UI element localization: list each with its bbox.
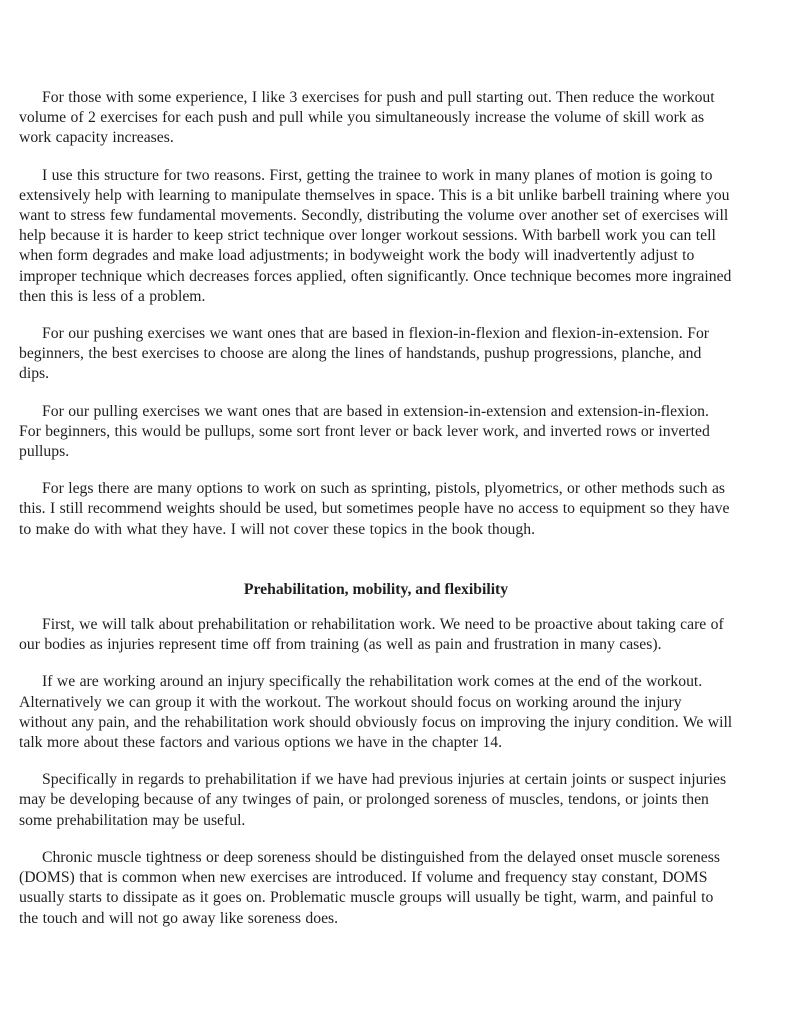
paragraph-injury-workout: If we are working around an injury specifically the rehabilitation work comes at the end of the workout. Alternatively we can group it with the workout. The workout should focus on working around the injury without any pain, and the rehabilitation work should obviously focus on improving the injury condition. We will talk more about these factors and various options we have in the chapter 14. (19, 673, 733, 752)
paragraph-pulling-exercises: For our pulling exercises we want ones that are based in extension-in-extension and extension-in-flexion. For beginners, this would be pullups, some sort front lever or back lever work, and inverted rows or inverted pullups. (19, 402, 710, 461)
paragraph-legs-options: For legs there are many options to work on such as sprinting, pistols, plyometrics, or other methods such as this. I still recommend weights should be used, but sometimes people have no access to equipment so they have to make do with what they have. I will not cover these topics in the book though. (19, 480, 730, 538)
paragraph-structure-reasons: I use this structure for two reasons. First, getting the trainee to work in many planes of motion is going to extensively help with learning to manipulate themselves in space. This is a bit unlike barbell training where you want to stress few fundamental movements. Secondly, distributing the volume over another set of exercises will help because it is harder to keep strict technique over longer workout sessions. With barbell work you can tell when form degrades and make load adjustments; in bodyweight work the body will inadvertently adjust to improper technique which decreases forces applied, often significantly. Once technique becomes more ingrained then this is less of a problem. (19, 166, 732, 305)
paragraph-experience-exercises: For those with some experience, I like 3 exercises for push and pull starting out. Then reduce the workout volume of 2 exercises for each push and pull while you simultaneously increase the volume of skill work as work capacity increases. (19, 89, 715, 147)
paragraph-chronic-tightness-doms: Chronic muscle tightness or deep soreness should be distinguished from the delayed onset muscle soreness (DOMS) that is common when new exercises are introduced. If volume and frequency stay constant, DOMS usually starts to dissipate as it goes on. Problematic muscle groups will usually be tight, warm, and painful to the touch and will not go away like soreness does. (19, 848, 720, 927)
paragraph-prehab-intro: First, we will talk about prehabilitation or rehabilitation work. We need to be proactive about taking care of our bodies as injuries represent time off from training (as well as pain and frustration in many cases). (19, 616, 724, 654)
section-heading: Prehabilitation, mobility, and flexibility (243, 580, 509, 598)
paragraph-prehab-usefulness: Specifically in regards to prehabilitation if we have had previous injuries at certain joints or suspect injuries may be developing because of any twinges of pain, or prolonged soreness of muscles, tendons, or joints then some prehabilitation may be useful. (19, 771, 727, 829)
paragraph-pushing-exercises: For our pushing exercises we want ones that are based in flexion-in-flexion and flexion-in-extension. For beginners, the best exercises to choose are along the lines of handstands, pushup progressions, planche, and dips. (19, 325, 710, 383)
